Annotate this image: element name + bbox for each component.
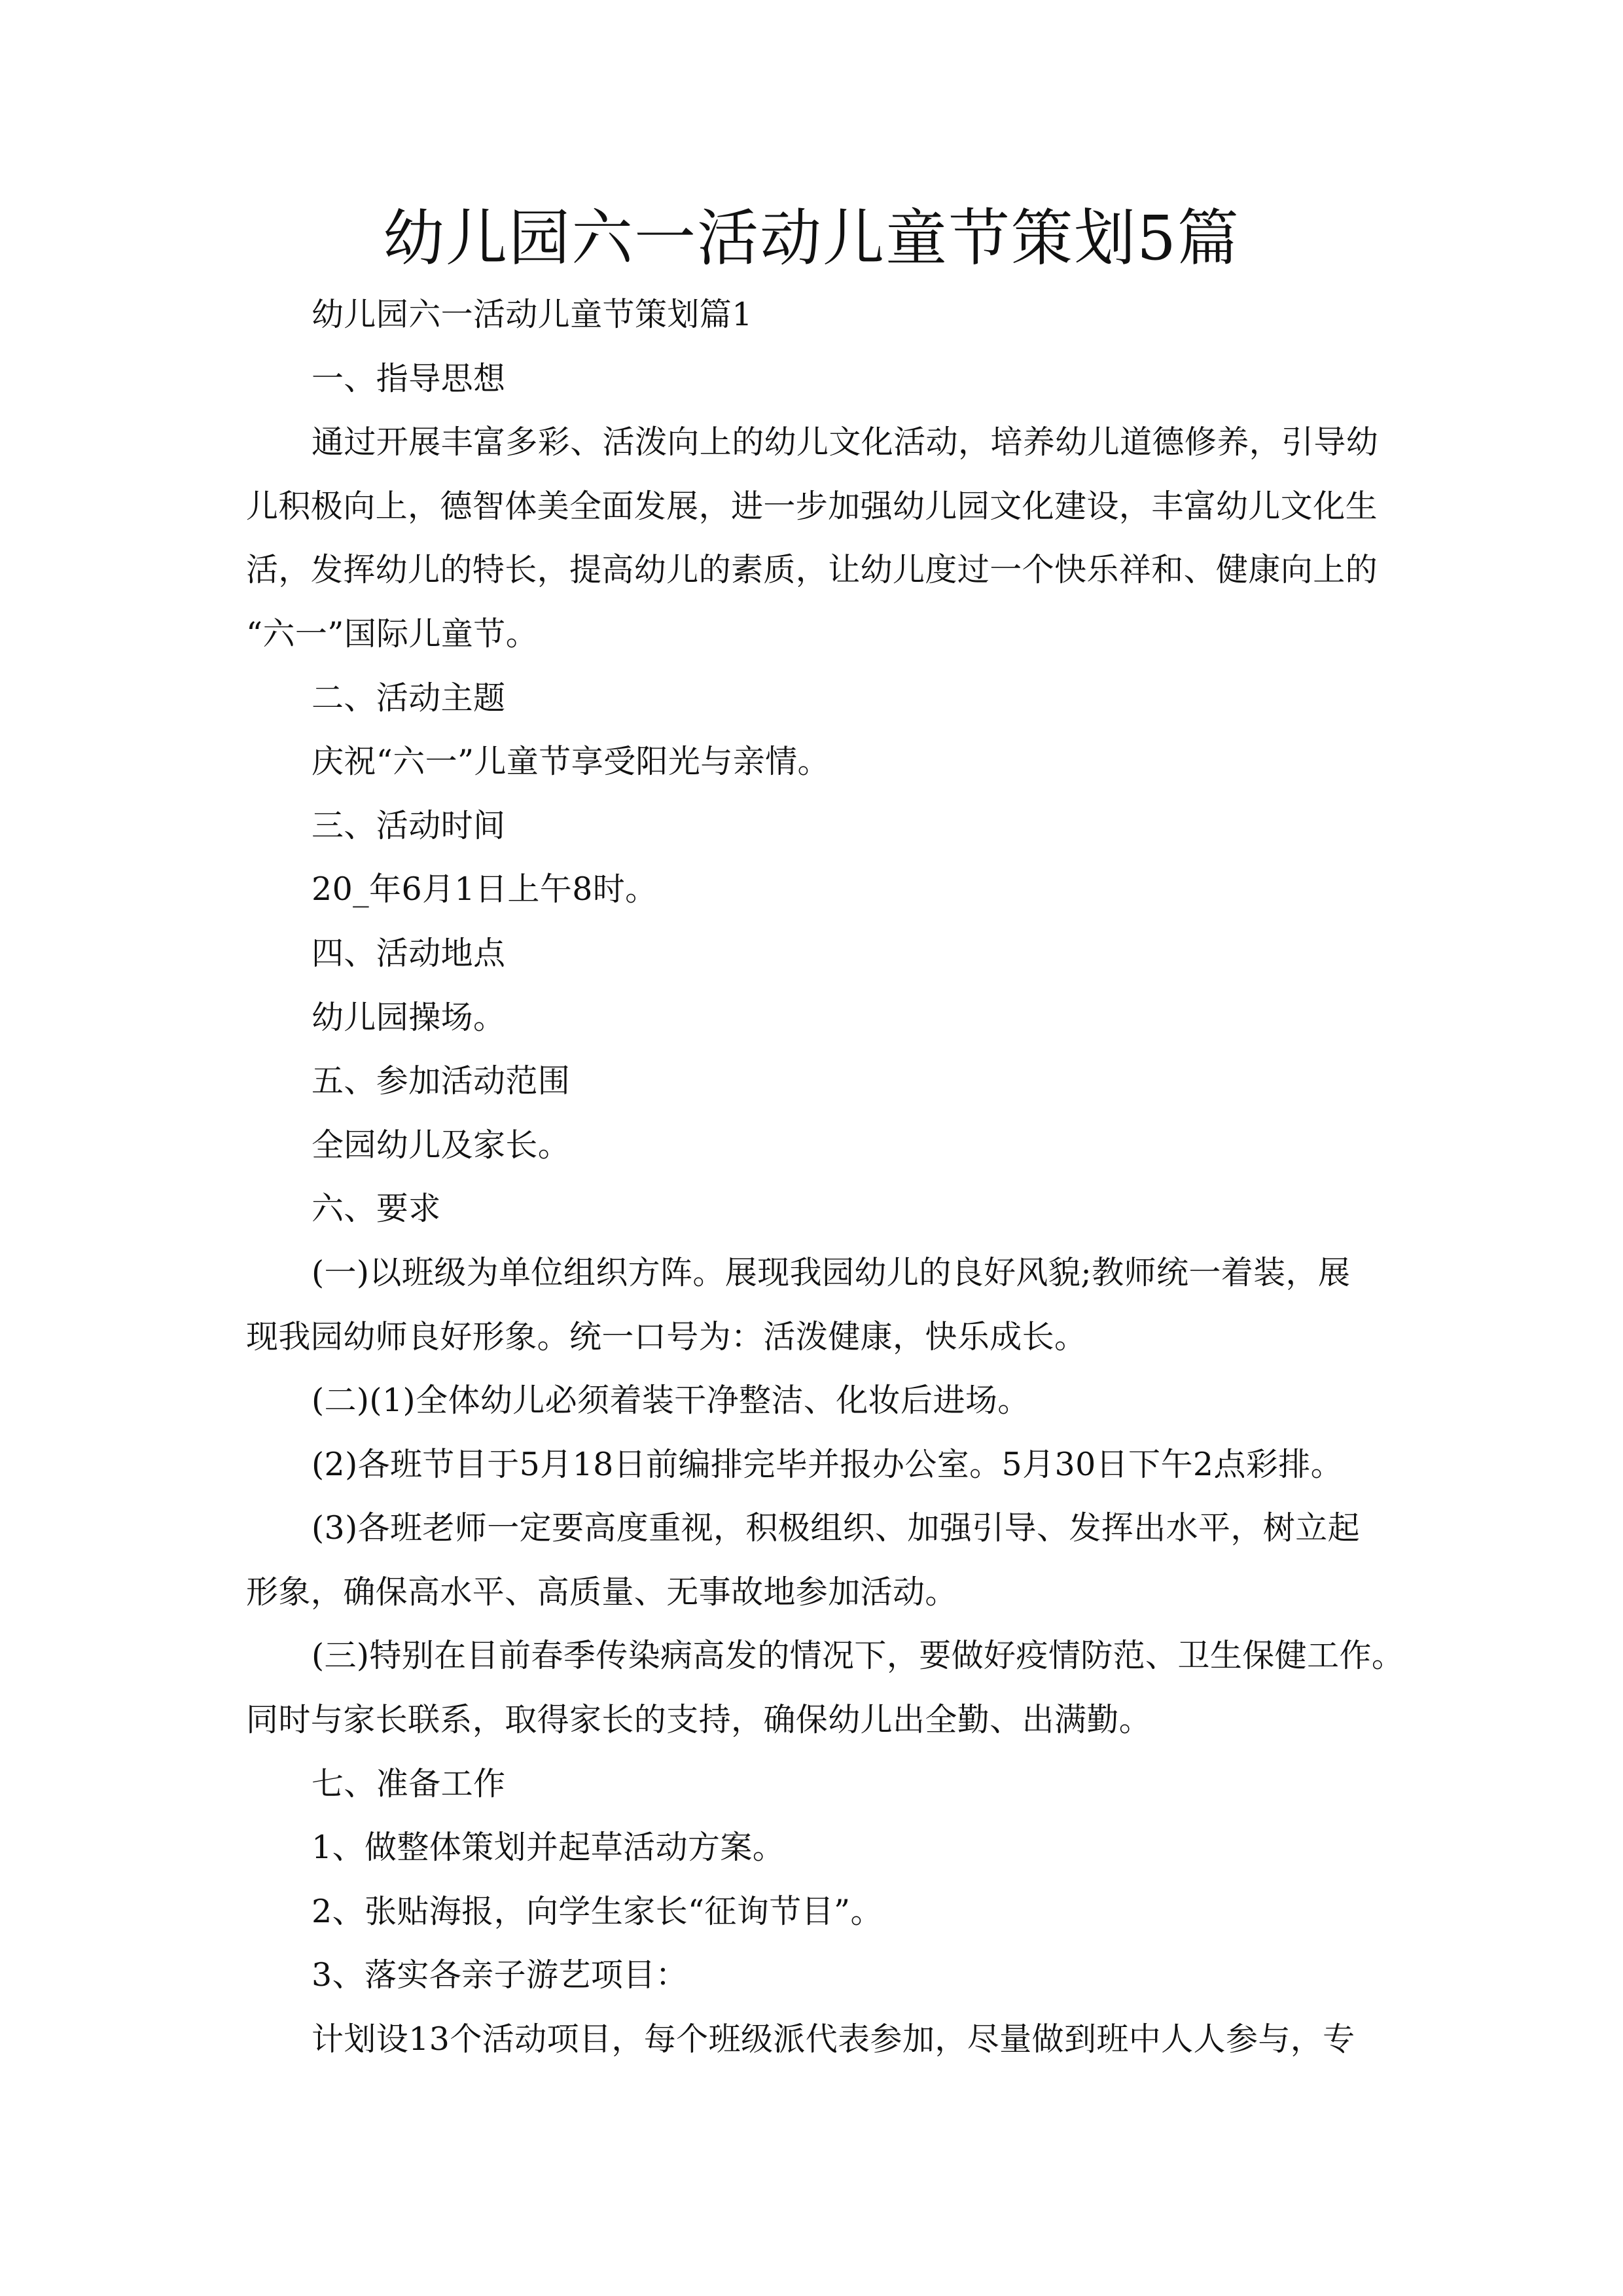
paragraph-line: 三、活动时间 [312,806,506,844]
paragraph-line: 1、做整体策划并起草活动方案。 [312,1829,785,1867]
paragraph-line: 全园幼儿及家长。 [312,1126,571,1164]
paragraph-line: 幼儿园六一活动儿童节策划篇1 [312,296,753,333]
document-title: 幼儿园六一活动儿童节策划5篇 [383,203,1240,274]
paragraph-line: 通过开展丰富多彩、活泼向上的幼儿文化活动，培养幼儿道德修养，引导幼 [312,423,1379,461]
paragraph-line: (3)各班老师一定要高度重视，积极组织、加强引导、发挥出水平，树立起 [312,1509,1361,1547]
paragraph-line: 庆祝“六一”儿童节享受阳光与亲情。 [312,743,830,781]
paragraph-line: 20_年6月1日上午8时。 [312,870,658,908]
paragraph-line: “六一”国际儿童节。 [246,615,539,653]
paragraph-line: 现我园幼师良好形象。统一口号为：活泼健康，快乐成长。 [246,1318,1087,1355]
paragraph-line: 活，发挥幼儿的特长，提高幼儿的素质，让幼儿度过一个快乐祥和、健康向上的 [246,551,1378,589]
paragraph-line: 2、张贴海报，向学生家长“征询节目”。 [312,1892,883,1930]
paragraph-line: 七、准备工作 [312,1765,506,1803]
paragraph-line: 四、活动地点 [312,934,506,972]
paragraph-line: 形象，确保高水平、高质量、无事故地参加活动。 [246,1573,957,1611]
paragraph-line: 幼儿园操场。 [312,998,506,1036]
paragraph-line: 同时与家长联系，取得家长的支持，确保幼儿出全勤、出满勤。 [246,1701,1152,1739]
paragraph-line: (2)各班节目于5月18日前编排完毕并报办公室。5月30日下午2点彩排。 [312,1445,1344,1483]
paragraph-line: (一)以班级为单位组织方阵。展现我园幼儿的良好风貌;教师统一着装，展 [312,1253,1351,1291]
paragraph-line: (三)特别在目前春季传染病高发的情况下，要做好疫情防范、卫生保健工作。 [312,1637,1404,1675]
paragraph-line: 五、参加活动范围 [312,1062,571,1100]
paragraph-line: 计划设13个活动项目，每个班级派代表参加，尽量做到班中人人参与，专 [312,2020,1355,2058]
paragraph-line: 儿积极向上，德智体美全面发展，进一步加强幼儿园文化建设，丰富幼儿文化生 [246,487,1378,525]
paragraph-line: 二、活动主题 [312,679,506,717]
paragraph-line: 3、落实各亲子游艺项目： [312,1956,688,1994]
paragraph-line: 六、要求 [312,1190,441,1228]
document-body [246,283,1404,2072]
paragraph-line: (二)(1)全体幼儿必须着装干净整洁、化妆后进场。 [312,1382,1030,1420]
paragraph-line: 一、指导思想 [312,359,506,397]
